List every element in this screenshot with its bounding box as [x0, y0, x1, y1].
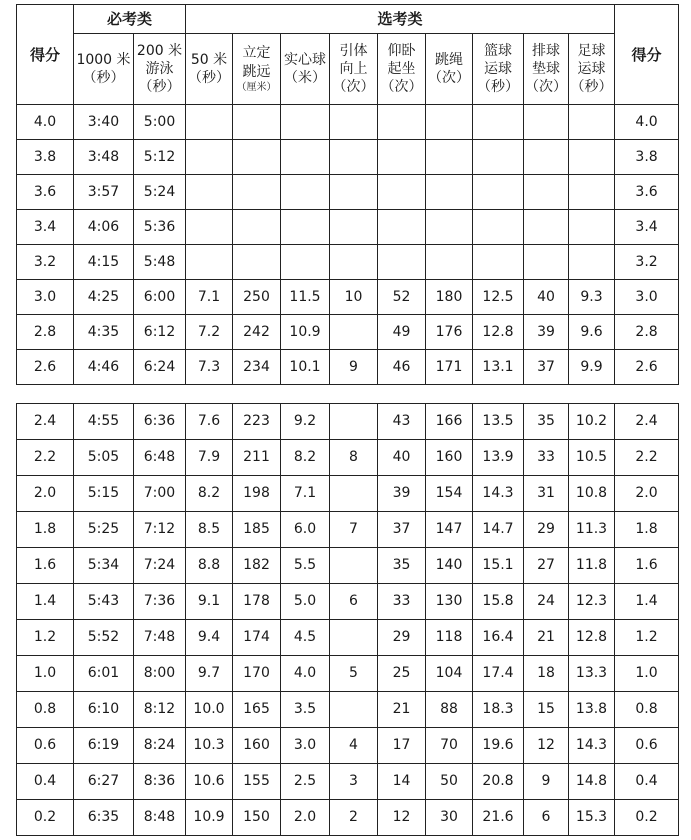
- cell-shot-ball: 4.5: [281, 620, 330, 656]
- cell-time-200m-swim: 5:48: [134, 245, 186, 280]
- cell-shot-ball: 2.5: [281, 764, 330, 800]
- cell-score-right: 0.6: [615, 728, 679, 764]
- col-header-rope-skip: 跳绳 （次）: [426, 34, 473, 105]
- cell-volleyball-pass: 18: [524, 656, 569, 692]
- cell-time-50m: 7.6: [186, 404, 233, 440]
- cell-shot-ball: 10.1: [281, 350, 330, 385]
- cell-football-dribble: [569, 140, 615, 175]
- cell-sit-up: [378, 245, 426, 280]
- cell-score-right: 3.2: [615, 245, 679, 280]
- cell-time-50m: 7.1: [186, 280, 233, 315]
- cell-football-dribble: [569, 210, 615, 245]
- cell-time-200m-swim: 6:24: [134, 350, 186, 385]
- cell-time-200m-swim: 7:48: [134, 620, 186, 656]
- cell-basketball-dribble: 15.8: [473, 584, 524, 620]
- cell-shot-ball: 9.2: [281, 404, 330, 440]
- cell-time-200m-swim: 6:36: [134, 404, 186, 440]
- cell-long-jump: 160: [233, 728, 281, 764]
- cell-rope-skip: 130: [426, 584, 473, 620]
- cell-score-left: 2.0: [17, 476, 74, 512]
- cell-time-50m: [186, 210, 233, 245]
- cell-time-200m-swim: 7:24: [134, 548, 186, 584]
- cell-rope-skip: [426, 175, 473, 210]
- cell-score-left: 2.8: [17, 315, 74, 350]
- cell-shot-ball: 8.2: [281, 440, 330, 476]
- cell-score-right: 2.8: [615, 315, 679, 350]
- cell-shot-ball: 6.0: [281, 512, 330, 548]
- cell-shot-ball: 10.9: [281, 315, 330, 350]
- cell-rope-skip: 118: [426, 620, 473, 656]
- cell-rope-skip: 50: [426, 764, 473, 800]
- cell-shot-ball: 7.1: [281, 476, 330, 512]
- col-header-basketball: 篮球 运球 （秒）: [473, 34, 524, 105]
- cell-volleyball-pass: 31: [524, 476, 569, 512]
- cell-shot-ball: 3.5: [281, 692, 330, 728]
- cell-basketball-dribble: [473, 210, 524, 245]
- table-row: [17, 140, 679, 175]
- cell-rope-skip: [426, 245, 473, 280]
- table-row: [17, 800, 679, 836]
- cell-time-1000m: 6:19: [74, 728, 134, 764]
- cell-score-left: 3.6: [17, 175, 74, 210]
- cell-score-right: 1.8: [615, 512, 679, 548]
- required-group-header: 必考类: [74, 5, 186, 34]
- cell-basketball-dribble: 13.1: [473, 350, 524, 385]
- cell-pull-up: [330, 175, 378, 210]
- cell-pull-up: [330, 315, 378, 350]
- group-header-row: [17, 5, 679, 34]
- cell-long-jump: 250: [233, 280, 281, 315]
- cell-long-jump: 198: [233, 476, 281, 512]
- cell-long-jump: [233, 140, 281, 175]
- cell-shot-ball: [281, 210, 330, 245]
- cell-time-1000m: 4:15: [74, 245, 134, 280]
- cell-pull-up: 8: [330, 440, 378, 476]
- table-row: [17, 692, 679, 728]
- table-row: [17, 315, 679, 350]
- column-header-row: [17, 34, 679, 105]
- col-header-200m-swim: 200 米 游泳 （秒）: [134, 34, 186, 105]
- table-row: [17, 548, 679, 584]
- table-row: [17, 584, 679, 620]
- cell-rope-skip: 88: [426, 692, 473, 728]
- cell-time-50m: 8.5: [186, 512, 233, 548]
- cell-score-right: 3.8: [615, 140, 679, 175]
- cell-volleyball-pass: 12: [524, 728, 569, 764]
- cell-sit-up: 29: [378, 620, 426, 656]
- table-row: [17, 280, 679, 315]
- cell-score-right: 0.2: [615, 800, 679, 836]
- cell-basketball-dribble: 19.6: [473, 728, 524, 764]
- cell-volleyball-pass: 37: [524, 350, 569, 385]
- cell-football-dribble: 11.8: [569, 548, 615, 584]
- cell-time-50m: 10.3: [186, 728, 233, 764]
- cell-pull-up: [330, 692, 378, 728]
- col-header-sit-up: 仰卧 起坐 （次）: [378, 34, 426, 105]
- col-header-50m: 50 米 （秒）: [186, 34, 233, 105]
- col-header-pull-up: 引体 向上 （次）: [330, 34, 378, 105]
- cell-time-1000m: 3:48: [74, 140, 134, 175]
- cell-long-jump: [233, 210, 281, 245]
- cell-football-dribble: [569, 105, 615, 140]
- cell-shot-ball: [281, 105, 330, 140]
- cell-time-200m-swim: 5:36: [134, 210, 186, 245]
- cell-volleyball-pass: [524, 210, 569, 245]
- cell-score-right: 3.0: [615, 280, 679, 315]
- table-row: [17, 476, 679, 512]
- cell-pull-up: [330, 140, 378, 175]
- table-row: [17, 656, 679, 692]
- cell-volleyball-pass: [524, 105, 569, 140]
- cell-long-jump: 170: [233, 656, 281, 692]
- cell-score-right: 1.6: [615, 548, 679, 584]
- cell-score-left: 1.4: [17, 584, 74, 620]
- cell-sit-up: 37: [378, 512, 426, 548]
- cell-pull-up: 4: [330, 728, 378, 764]
- cell-basketball-dribble: [473, 245, 524, 280]
- cell-time-1000m: 5:15: [74, 476, 134, 512]
- cell-sit-up: 17: [378, 728, 426, 764]
- table-row: [17, 512, 679, 548]
- cell-football-dribble: 10.5: [569, 440, 615, 476]
- cell-volleyball-pass: 33: [524, 440, 569, 476]
- cell-football-dribble: 9.9: [569, 350, 615, 385]
- score-header-left: 得分: [17, 5, 74, 105]
- cell-long-jump: 234: [233, 350, 281, 385]
- cell-time-1000m: 4:06: [74, 210, 134, 245]
- cell-time-50m: 9.1: [186, 584, 233, 620]
- elective-group-header: 选考类: [186, 5, 615, 34]
- cell-time-200m-swim: 7:00: [134, 476, 186, 512]
- cell-long-jump: 185: [233, 512, 281, 548]
- cell-sit-up: 21: [378, 692, 426, 728]
- cell-basketball-dribble: 14.7: [473, 512, 524, 548]
- cell-rope-skip: 70: [426, 728, 473, 764]
- cell-score-right: 2.4: [615, 404, 679, 440]
- cell-basketball-dribble: 12.5: [473, 280, 524, 315]
- table-row: [17, 728, 679, 764]
- cell-pull-up: [330, 548, 378, 584]
- cell-time-1000m: 5:52: [74, 620, 134, 656]
- cell-football-dribble: 13.3: [569, 656, 615, 692]
- cell-time-1000m: 3:57: [74, 175, 134, 210]
- cell-basketball-dribble: 13.5: [473, 404, 524, 440]
- cell-sit-up: 46: [378, 350, 426, 385]
- cell-long-jump: 174: [233, 620, 281, 656]
- cell-shot-ball: 5.5: [281, 548, 330, 584]
- cell-long-jump: 165: [233, 692, 281, 728]
- cell-time-200m-swim: 5:24: [134, 175, 186, 210]
- col-header-volleyball: 排球 垫球 （次）: [524, 34, 569, 105]
- cell-score-right: 3.4: [615, 210, 679, 245]
- cell-shot-ball: 5.0: [281, 584, 330, 620]
- cell-long-jump: 150: [233, 800, 281, 836]
- cell-football-dribble: 15.3: [569, 800, 615, 836]
- cell-time-1000m: 6:10: [74, 692, 134, 728]
- cell-pull-up: 10: [330, 280, 378, 315]
- cell-score-left: 2.2: [17, 440, 74, 476]
- cell-time-50m: 7.3: [186, 350, 233, 385]
- cell-sit-up: [378, 175, 426, 210]
- cell-score-right: 1.0: [615, 656, 679, 692]
- cell-time-50m: [186, 175, 233, 210]
- cell-basketball-dribble: 16.4: [473, 620, 524, 656]
- cell-sit-up: 35: [378, 548, 426, 584]
- cell-volleyball-pass: 24: [524, 584, 569, 620]
- cell-score-left: 4.0: [17, 105, 74, 140]
- cell-shot-ball: [281, 140, 330, 175]
- cell-football-dribble: 10.8: [569, 476, 615, 512]
- cell-sit-up: [378, 140, 426, 175]
- cell-sit-up: 40: [378, 440, 426, 476]
- cell-time-1000m: 6:27: [74, 764, 134, 800]
- cell-score-left: 1.6: [17, 548, 74, 584]
- cell-rope-skip: 171: [426, 350, 473, 385]
- cell-football-dribble: [569, 175, 615, 210]
- cell-volleyball-pass: [524, 245, 569, 280]
- cell-time-50m: 8.8: [186, 548, 233, 584]
- cell-time-50m: 10.6: [186, 764, 233, 800]
- cell-volleyball-pass: 35: [524, 404, 569, 440]
- cell-long-jump: [233, 105, 281, 140]
- cell-shot-ball: [281, 175, 330, 210]
- cell-time-50m: 10.9: [186, 800, 233, 836]
- cell-basketball-dribble: [473, 105, 524, 140]
- cell-score-left: 3.4: [17, 210, 74, 245]
- cell-football-dribble: 9.6: [569, 315, 615, 350]
- cell-shot-ball: 2.0: [281, 800, 330, 836]
- cell-football-dribble: [569, 245, 615, 280]
- score-table-bottom: [16, 403, 679, 836]
- cell-volleyball-pass: 21: [524, 620, 569, 656]
- table-row: [17, 440, 679, 476]
- cell-time-1000m: 5:43: [74, 584, 134, 620]
- cell-volleyball-pass: 40: [524, 280, 569, 315]
- cell-rope-skip: 147: [426, 512, 473, 548]
- table-row: [17, 764, 679, 800]
- cell-time-200m-swim: 8:36: [134, 764, 186, 800]
- cell-long-jump: 178: [233, 584, 281, 620]
- cell-long-jump: 211: [233, 440, 281, 476]
- cell-time-50m: [186, 105, 233, 140]
- cell-sit-up: 52: [378, 280, 426, 315]
- cell-time-1000m: 4:55: [74, 404, 134, 440]
- cell-time-200m-swim: 7:36: [134, 584, 186, 620]
- cell-time-50m: 9.4: [186, 620, 233, 656]
- cell-time-200m-swim: 8:00: [134, 656, 186, 692]
- cell-sit-up: 14: [378, 764, 426, 800]
- cell-basketball-dribble: 18.3: [473, 692, 524, 728]
- cell-football-dribble: 12.3: [569, 584, 615, 620]
- cell-time-200m-swim: 6:00: [134, 280, 186, 315]
- cell-long-jump: 242: [233, 315, 281, 350]
- table-row: [17, 210, 679, 245]
- cell-time-50m: 7.2: [186, 315, 233, 350]
- table-row: [17, 105, 679, 140]
- cell-football-dribble: 14.3: [569, 728, 615, 764]
- cell-rope-skip: [426, 105, 473, 140]
- cell-sit-up: 39: [378, 476, 426, 512]
- cell-pull-up: [330, 476, 378, 512]
- cell-score-left: 1.8: [17, 512, 74, 548]
- cell-long-jump: 182: [233, 548, 281, 584]
- cell-football-dribble: 14.8: [569, 764, 615, 800]
- cell-score-right: 1.2: [615, 620, 679, 656]
- table-row: [17, 404, 679, 440]
- cell-shot-ball: 11.5: [281, 280, 330, 315]
- cell-sit-up: 33: [378, 584, 426, 620]
- cell-time-200m-swim: 6:48: [134, 440, 186, 476]
- col-header-long-jump: 立定 跳远 （厘米）: [233, 34, 281, 105]
- cell-football-dribble: 10.2: [569, 404, 615, 440]
- cell-score-right: 3.6: [615, 175, 679, 210]
- cell-score-left: 0.2: [17, 800, 74, 836]
- cell-time-1000m: 5:25: [74, 512, 134, 548]
- cell-score-right: 0.8: [615, 692, 679, 728]
- cell-pull-up: [330, 210, 378, 245]
- cell-time-1000m: 4:46: [74, 350, 134, 385]
- cell-sit-up: 49: [378, 315, 426, 350]
- score-table-top: [16, 4, 679, 385]
- cell-time-200m-swim: 6:12: [134, 315, 186, 350]
- cell-time-1000m: 4:25: [74, 280, 134, 315]
- cell-score-left: 3.2: [17, 245, 74, 280]
- table-row: [17, 350, 679, 385]
- cell-time-50m: 8.2: [186, 476, 233, 512]
- cell-shot-ball: 3.0: [281, 728, 330, 764]
- cell-score-left: 0.6: [17, 728, 74, 764]
- cell-time-200m-swim: 5:00: [134, 105, 186, 140]
- cell-long-jump: [233, 175, 281, 210]
- cell-score-left: 2.6: [17, 350, 74, 385]
- cell-long-jump: 223: [233, 404, 281, 440]
- cell-basketball-dribble: 13.9: [473, 440, 524, 476]
- cell-pull-up: [330, 620, 378, 656]
- cell-pull-up: 3: [330, 764, 378, 800]
- col-header-football: 足球 运球 （秒）: [569, 34, 615, 105]
- cell-score-left: 3.0: [17, 280, 74, 315]
- cell-rope-skip: 166: [426, 404, 473, 440]
- cell-time-50m: [186, 245, 233, 280]
- cell-rope-skip: 176: [426, 315, 473, 350]
- cell-long-jump: [233, 245, 281, 280]
- cell-time-1000m: 5:05: [74, 440, 134, 476]
- cell-score-right: 1.4: [615, 584, 679, 620]
- cell-sit-up: 12: [378, 800, 426, 836]
- cell-volleyball-pass: 15: [524, 692, 569, 728]
- cell-rope-skip: 140: [426, 548, 473, 584]
- cell-time-50m: 9.7: [186, 656, 233, 692]
- cell-sit-up: [378, 105, 426, 140]
- cell-time-200m-swim: 5:12: [134, 140, 186, 175]
- cell-time-50m: 7.9: [186, 440, 233, 476]
- cell-long-jump: 155: [233, 764, 281, 800]
- cell-score-right: 0.4: [615, 764, 679, 800]
- cell-score-left: 3.8: [17, 140, 74, 175]
- cell-basketball-dribble: [473, 140, 524, 175]
- score-header-right: 得分: [615, 5, 679, 105]
- cell-basketball-dribble: 21.6: [473, 800, 524, 836]
- cell-rope-skip: 160: [426, 440, 473, 476]
- cell-time-200m-swim: 8:12: [134, 692, 186, 728]
- cell-score-right: 2.2: [615, 440, 679, 476]
- cell-volleyball-pass: 9: [524, 764, 569, 800]
- table-row: [17, 175, 679, 210]
- cell-rope-skip: 104: [426, 656, 473, 692]
- cell-basketball-dribble: 12.8: [473, 315, 524, 350]
- cell-time-1000m: 6:35: [74, 800, 134, 836]
- cell-time-1000m: 3:40: [74, 105, 134, 140]
- cell-pull-up: 5: [330, 656, 378, 692]
- cell-score-left: 1.2: [17, 620, 74, 656]
- cell-pull-up: 7: [330, 512, 378, 548]
- cell-volleyball-pass: [524, 175, 569, 210]
- cell-pull-up: 2: [330, 800, 378, 836]
- cell-score-left: 0.4: [17, 764, 74, 800]
- cell-score-left: 2.4: [17, 404, 74, 440]
- cell-volleyball-pass: 6: [524, 800, 569, 836]
- cell-football-dribble: 12.8: [569, 620, 615, 656]
- cell-sit-up: [378, 210, 426, 245]
- cell-basketball-dribble: 17.4: [473, 656, 524, 692]
- cell-time-1000m: 6:01: [74, 656, 134, 692]
- cell-basketball-dribble: [473, 175, 524, 210]
- cell-rope-skip: 154: [426, 476, 473, 512]
- cell-basketball-dribble: 14.3: [473, 476, 524, 512]
- cell-score-right: 2.6: [615, 350, 679, 385]
- cell-time-200m-swim: 7:12: [134, 512, 186, 548]
- cell-pull-up: [330, 404, 378, 440]
- cell-pull-up: 9: [330, 350, 378, 385]
- cell-rope-skip: [426, 140, 473, 175]
- cell-time-200m-swim: 8:24: [134, 728, 186, 764]
- cell-shot-ball: [281, 245, 330, 280]
- cell-score-left: 0.8: [17, 692, 74, 728]
- cell-football-dribble: 9.3: [569, 280, 615, 315]
- cell-time-50m: [186, 140, 233, 175]
- cell-time-200m-swim: 8:48: [134, 800, 186, 836]
- cell-rope-skip: [426, 210, 473, 245]
- cell-score-right: 4.0: [615, 105, 679, 140]
- cell-pull-up: [330, 105, 378, 140]
- table-row: [17, 620, 679, 656]
- cell-basketball-dribble: 15.1: [473, 548, 524, 584]
- cell-football-dribble: 11.3: [569, 512, 615, 548]
- cell-basketball-dribble: 20.8: [473, 764, 524, 800]
- cell-rope-skip: 180: [426, 280, 473, 315]
- cell-pull-up: 6: [330, 584, 378, 620]
- cell-rope-skip: 30: [426, 800, 473, 836]
- cell-shot-ball: 4.0: [281, 656, 330, 692]
- cell-time-1000m: 4:35: [74, 315, 134, 350]
- cell-time-50m: 10.0: [186, 692, 233, 728]
- cell-pull-up: [330, 245, 378, 280]
- cell-volleyball-pass: 27: [524, 548, 569, 584]
- cell-sit-up: 25: [378, 656, 426, 692]
- col-header-shot-ball: 实心球 （米）: [281, 34, 330, 105]
- cell-volleyball-pass: [524, 140, 569, 175]
- table-row: [17, 245, 679, 280]
- cell-time-1000m: 5:34: [74, 548, 134, 584]
- cell-score-left: 1.0: [17, 656, 74, 692]
- cell-sit-up: 43: [378, 404, 426, 440]
- cell-volleyball-pass: 39: [524, 315, 569, 350]
- cell-football-dribble: 13.8: [569, 692, 615, 728]
- cell-score-right: 2.0: [615, 476, 679, 512]
- cell-volleyball-pass: 29: [524, 512, 569, 548]
- col-header-1000m: 1000 米 （秒）: [74, 34, 134, 105]
